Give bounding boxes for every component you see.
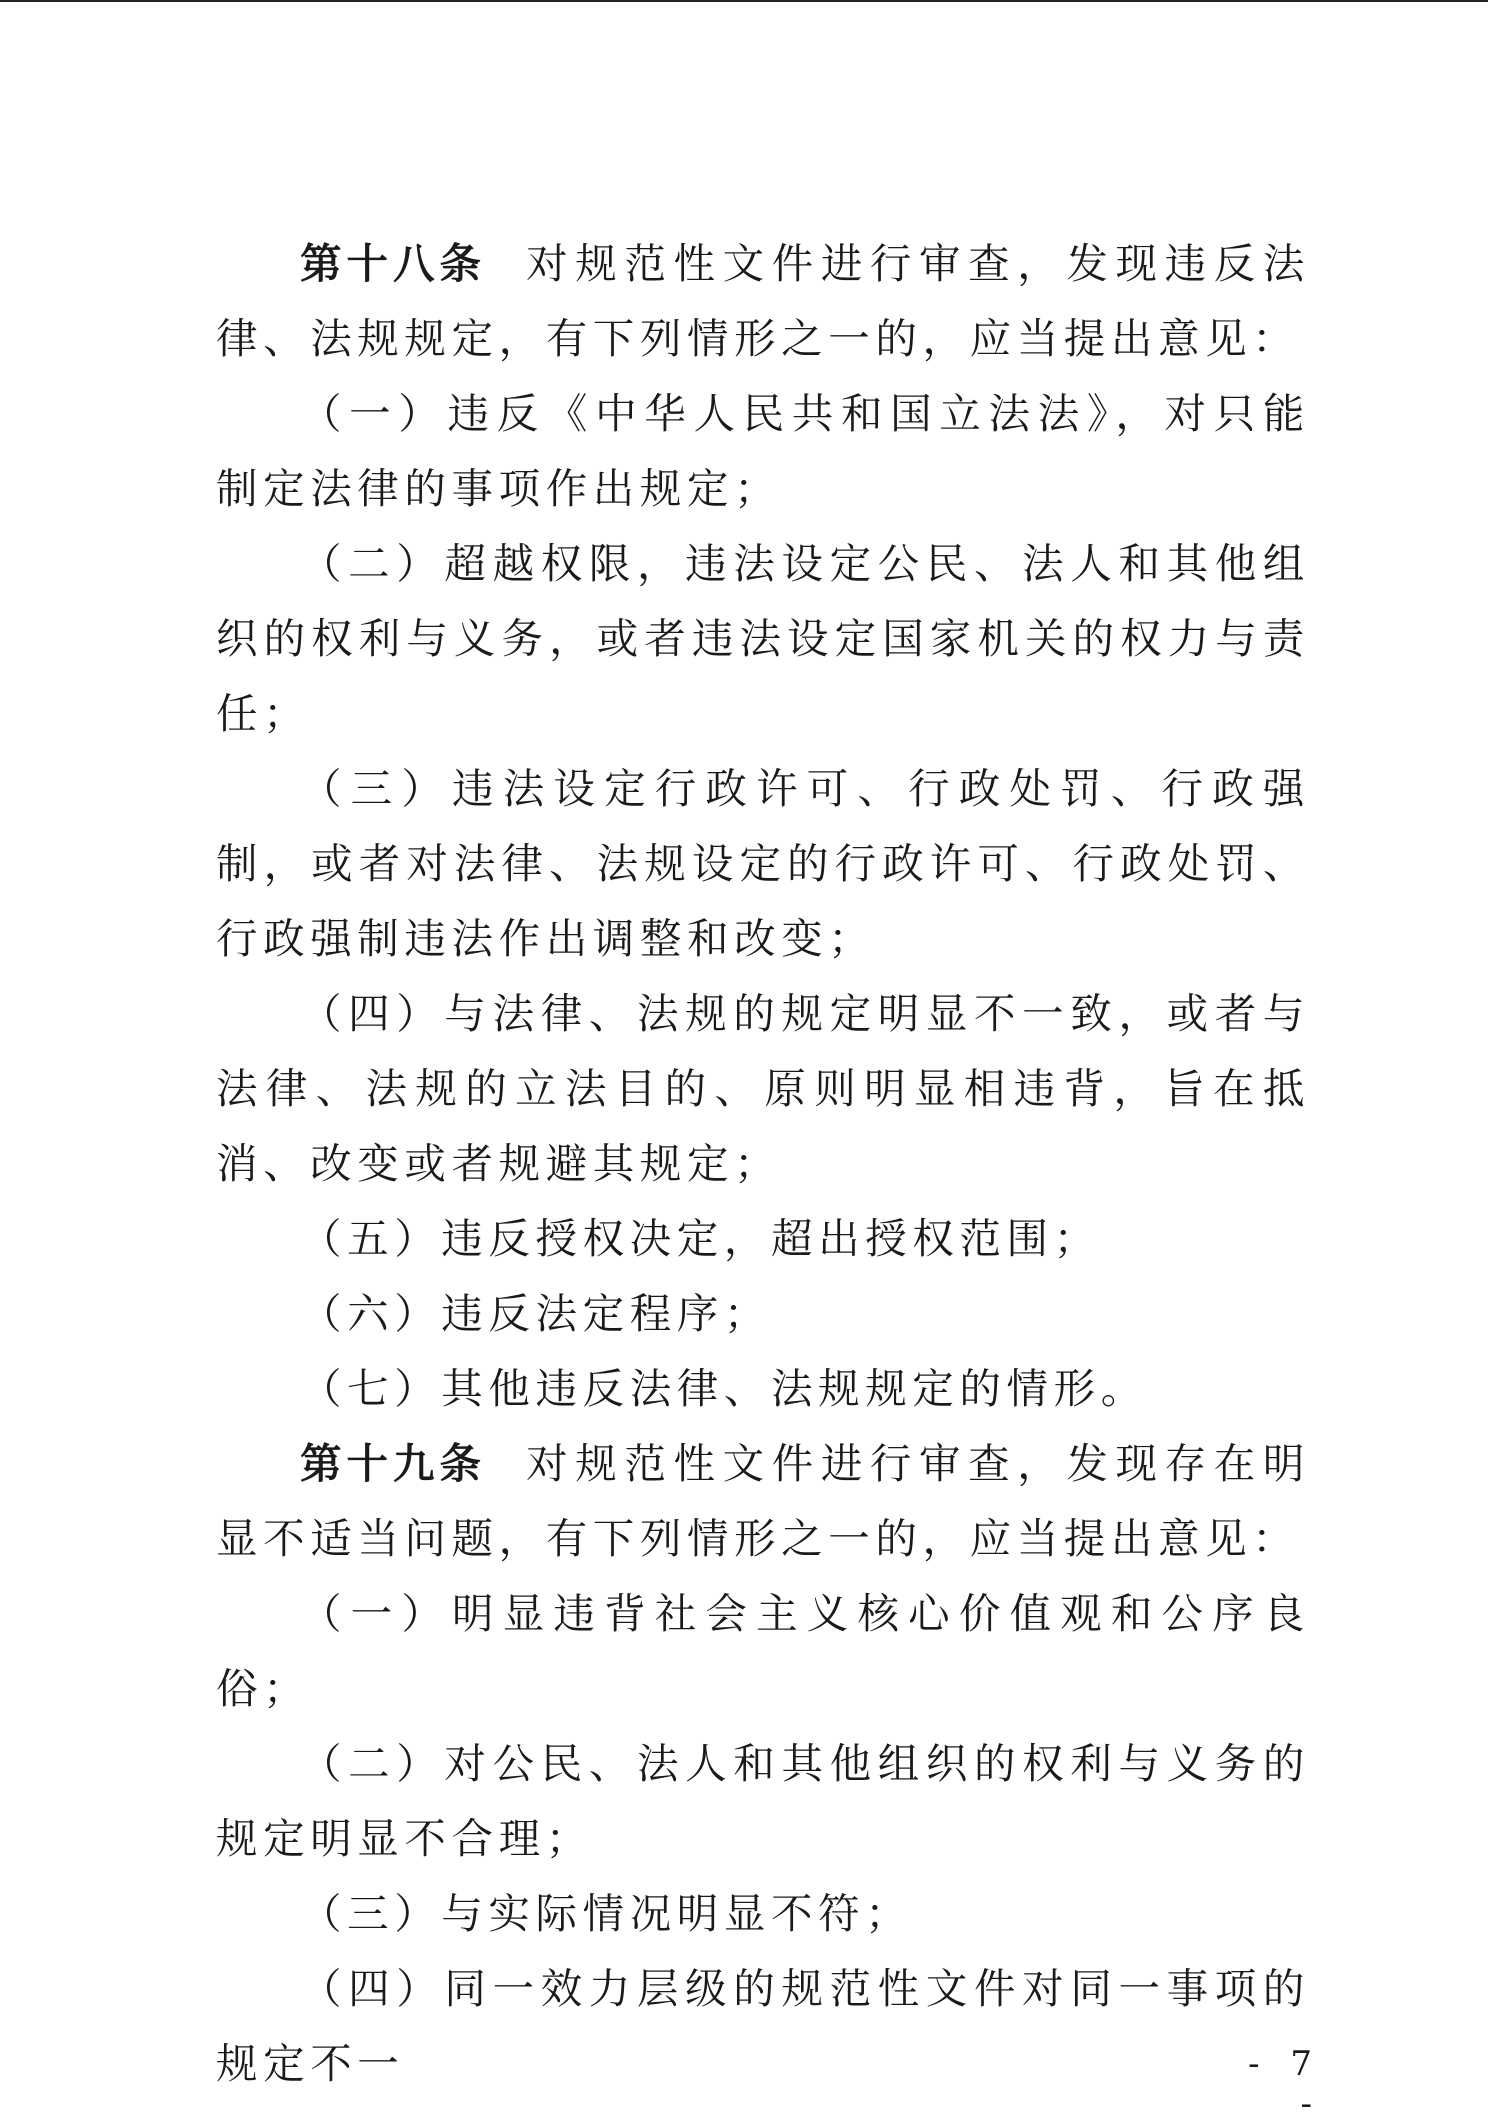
article-heading: 第十八条 xyxy=(300,239,487,288)
article-19-item-3 xyxy=(216,1876,1310,1951)
paragraph-text: （二）超越权限，违法设定公民、法人和其他组织的权利与义务，或者违法设定国家机关的权力与责任； xyxy=(216,539,1310,738)
page-number: - 7 - xyxy=(1248,2044,1322,2124)
paragraph-text: （二）对公民、法人和其他组织的权利与义务的规定明显不合理； xyxy=(216,1739,1310,1863)
article-19-item-2 xyxy=(216,1726,1310,1876)
paragraph-text: （四）与法律、法规的规定明显不一致，或者与法律、法规的立法目的、原则明显相违背，旨在抵消、改变或者规避其规定； xyxy=(216,989,1310,1188)
paragraph-text: （三）与实际情况明显不符； xyxy=(300,1889,913,1938)
article-heading: 第十九条 xyxy=(300,1439,487,1488)
document-body xyxy=(216,226,1310,2101)
paragraph-text: （四）同一效力层级的规范性文件对同一事项的规定不一 xyxy=(216,1964,1310,2088)
article-18-item-4 xyxy=(216,976,1310,1201)
article-18-item-2 xyxy=(216,526,1310,751)
article-18-item-6 xyxy=(216,1276,1310,1351)
paragraph-text: （三）违法设定行政许可、行政处罚、行政强制，或者对法律、法规设定的行政许可、行政处罚、行政强制违法作出调整和改变； xyxy=(216,764,1310,963)
article-18-intro xyxy=(216,226,1310,376)
article-18-item-3 xyxy=(216,751,1310,976)
paragraph-text: （一）明显违背社会主义核心价值观和公序良俗； xyxy=(216,1589,1310,1713)
paragraph-text: （五）违反授权决定，超出授权范围； xyxy=(300,1214,1101,1263)
article-19-intro xyxy=(216,1426,1310,1576)
paragraph-text: 对规范性文件进行审查，发现违反法律、法规规定，有下列情形之一的，应当提出意见： xyxy=(216,239,1310,363)
article-18-item-5 xyxy=(216,1201,1310,1276)
paragraph-text: （六）违反法定程序； xyxy=(300,1289,772,1338)
paragraph-text: （七）其他违反法律、法规规定的情形。 xyxy=(300,1364,1148,1413)
paragraph-text: （一）违反《中华人民共和国立法法》，对只能制定法律的事项作出规定； xyxy=(216,389,1310,513)
paragraph-text: 对规范性文件进行审查，发现存在明显不适当问题，有下列情形之一的，应当提出意见： xyxy=(216,1439,1310,1563)
page-top-border xyxy=(0,0,1488,2)
article-18-item-1 xyxy=(216,376,1310,526)
article-18-item-7 xyxy=(216,1351,1310,1426)
article-19-item-4 xyxy=(216,1951,1310,2101)
article-19-item-1 xyxy=(216,1576,1310,1726)
